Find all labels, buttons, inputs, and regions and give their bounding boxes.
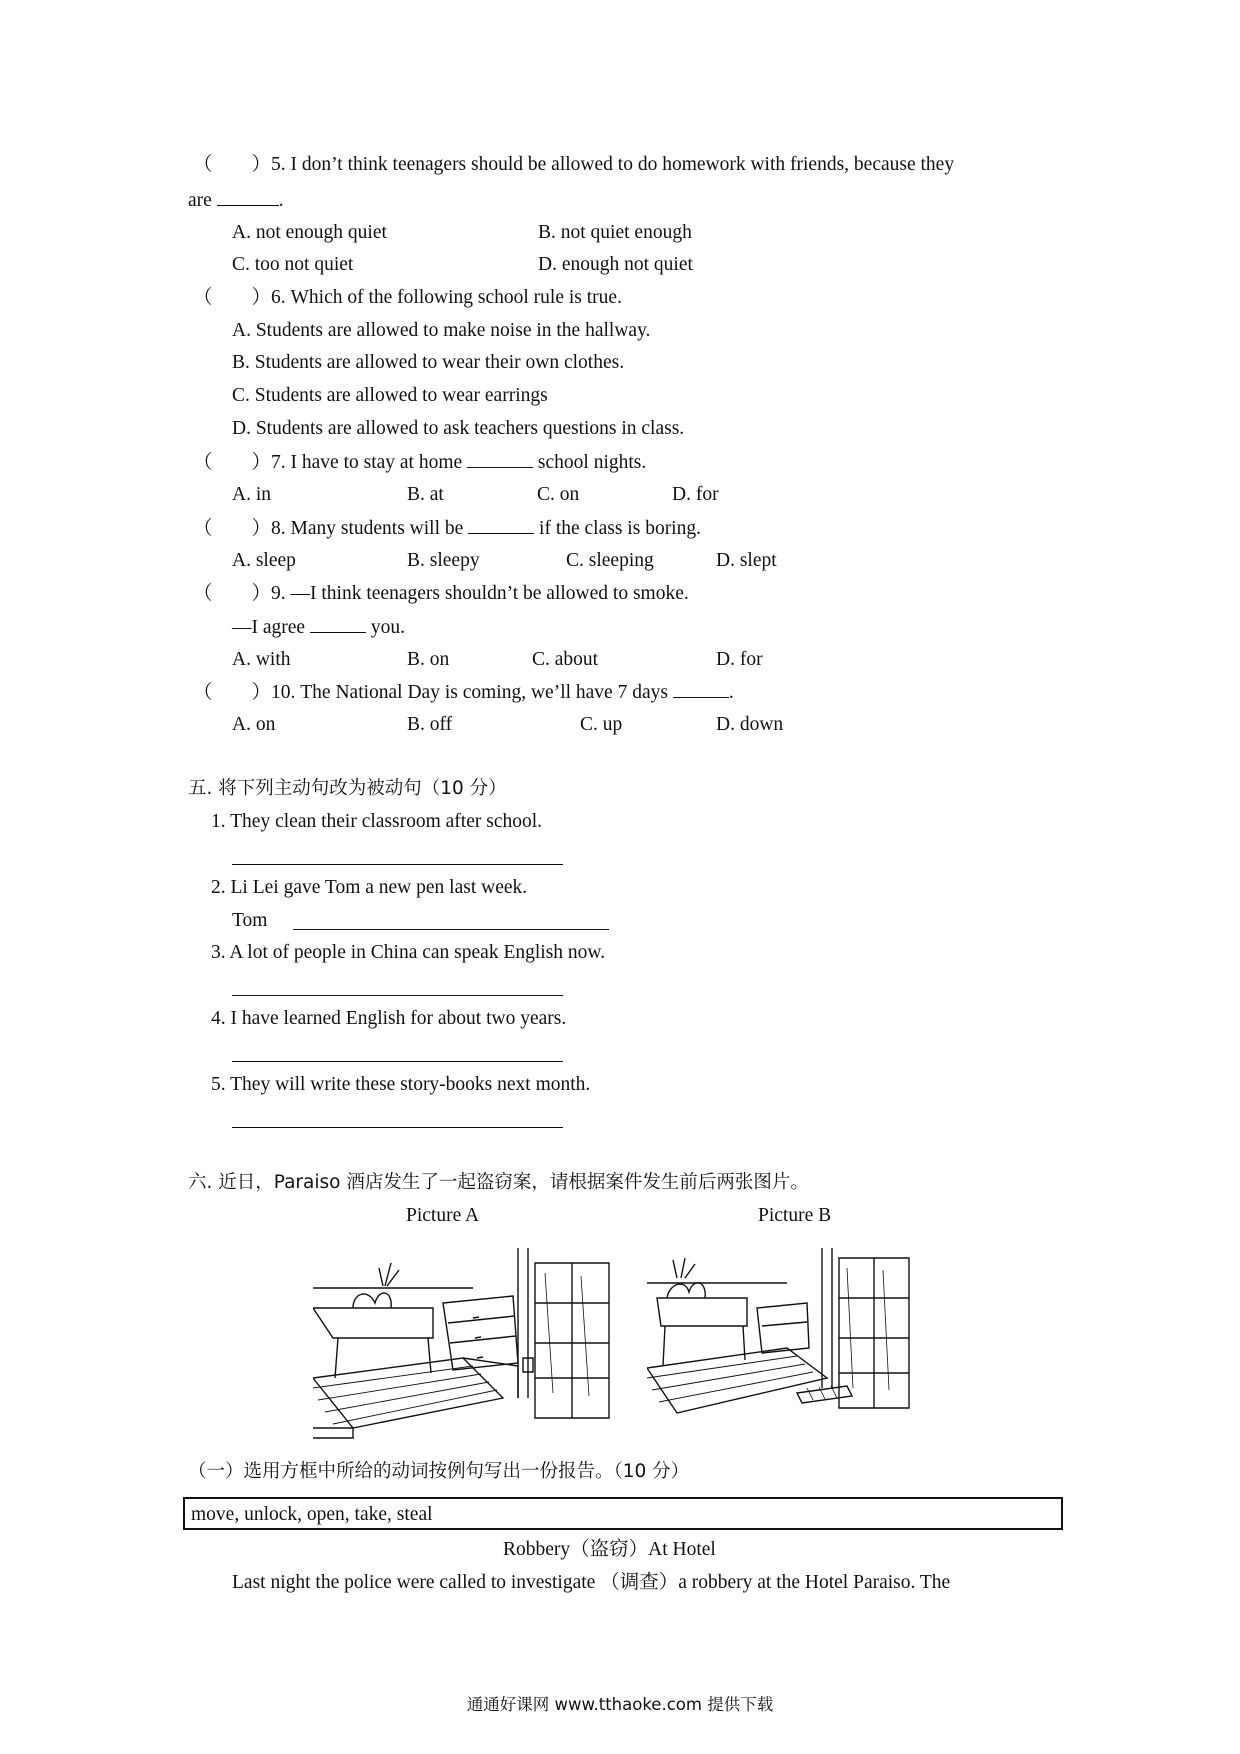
q5-stem-cont: are .	[188, 190, 284, 211]
s5-tom: Tom	[232, 910, 268, 931]
s5-item-1: 1. They clean their classroom after school.	[211, 811, 543, 832]
report-first-line: Last night the police were called to investigate （调查）a robbery at the Hotel Paraiso. The	[232, 1572, 951, 1593]
page-footer: 通通好课网 www.tthaoke.com 提供下载	[466, 1695, 774, 1714]
q9-option-b[interactable]: B. on	[407, 649, 450, 670]
q7-option-d[interactable]: D. for	[672, 484, 719, 505]
s5-answer-line-2[interactable]	[293, 929, 609, 930]
section6-title: 六. 近日，Paraiso 酒店发生了一起盗窃案，请根据案件发生前后两张图片。	[188, 1172, 809, 1193]
section6-sub1-title: （一）选用方框中所给的动词按例句写出一份报告。（10 分）	[188, 1461, 690, 1482]
answer-paren[interactable]: （ ）8.	[193, 518, 286, 539]
q10-stem: （ ）10. The National Day is coming, we’ll have 7 days .	[193, 682, 734, 703]
q5-option-d[interactable]: D. enough not quiet	[538, 254, 693, 275]
answer-paren[interactable]: （ ）9.	[193, 583, 286, 604]
q5-stem: （ ）5. I don’t think teenagers should be allowed to do homework with friends, because they	[193, 154, 955, 175]
answer-paren[interactable]: （ ）7.	[193, 452, 286, 473]
answer-blank[interactable]	[673, 680, 729, 698]
answer-paren[interactable]: （ ）6.	[193, 287, 286, 308]
report-title: Robbery（盗窃）At Hotel	[503, 1539, 716, 1560]
q9-stem-reply: —I agree you.	[232, 617, 405, 638]
q8-option-b[interactable]: B. sleepy	[407, 550, 480, 571]
s5-item-4: 4. I have learned English for about two years.	[211, 1008, 567, 1029]
answer-blank[interactable]	[467, 450, 533, 468]
q8-option-d[interactable]: D. slept	[716, 550, 777, 571]
q9-option-d[interactable]: D. for	[716, 649, 763, 670]
picture-b-hotel-room-after	[647, 1248, 917, 1438]
s5-answer-line-5[interactable]	[232, 1127, 563, 1128]
s5-answer-line-1[interactable]	[232, 864, 563, 865]
answer-blank[interactable]	[217, 188, 279, 206]
q9-option-c[interactable]: C. about	[532, 649, 599, 670]
q5-option-b[interactable]: B. not quiet enough	[538, 222, 692, 243]
q6-option-c[interactable]: C. Students are allowed to wear earrings	[232, 385, 548, 406]
q9-option-a[interactable]: A. with	[232, 649, 291, 670]
s5-item-3: 3. A lot of people in China can speak English now.	[211, 942, 606, 963]
answer-blank[interactable]	[468, 516, 534, 534]
verb-box	[183, 1497, 1063, 1530]
q6-option-d[interactable]: D. Students are allowed to ask teachers questions in class.	[232, 418, 685, 439]
q10-option-c[interactable]: C. up	[580, 714, 623, 735]
s5-answer-line-4[interactable]	[232, 1061, 563, 1062]
q8-stem: （ ）8. Many students will be if the class is boring.	[193, 518, 701, 539]
answer-blank[interactable]	[310, 615, 366, 633]
q5-option-a[interactable]: A. not enough quiet	[232, 222, 387, 243]
verb-list: move, unlock, open, take, steal	[191, 1504, 433, 1525]
q6-option-b[interactable]: B. Students are allowed to wear their own clothes.	[232, 352, 625, 373]
answer-paren[interactable]: （ ）5.	[193, 154, 286, 175]
answer-paren[interactable]: （ ）10.	[193, 682, 296, 703]
q7-option-c[interactable]: C. on	[537, 484, 580, 505]
picture-b-label: Picture B	[758, 1205, 832, 1226]
picture-a-label: Picture A	[406, 1205, 480, 1226]
q7-stem: （ ）7. I have to stay at home school nights.	[193, 452, 647, 473]
s5-item-2: 2. Li Lei gave Tom a new pen last week.	[211, 877, 528, 898]
q6-stem: （ ）6. Which of the following school rule is true.	[193, 287, 622, 308]
q8-option-a[interactable]: A. sleep	[232, 550, 296, 571]
q5-option-c[interactable]: C. too not quiet	[232, 254, 354, 275]
q10-option-d[interactable]: D. down	[716, 714, 784, 735]
q6-option-a[interactable]: A. Students are allowed to make noise in the hallway.	[232, 320, 651, 341]
q8-option-c[interactable]: C. sleeping	[566, 550, 654, 571]
q7-option-a[interactable]: A. in	[232, 484, 271, 505]
s5-item-5: 5. They will write these story-books next month.	[211, 1074, 591, 1095]
section5-title: 五. 将下列主动句改为被动句（10 分）	[188, 778, 507, 799]
s5-answer-line-3[interactable]	[232, 995, 563, 996]
q7-option-b[interactable]: B. at	[407, 484, 444, 505]
q10-option-a[interactable]: A. on	[232, 714, 276, 735]
picture-a-hotel-room-before	[313, 1248, 615, 1440]
q10-option-b[interactable]: B. off	[407, 714, 453, 735]
q9-stem: （ ）9. —I think teenagers shouldn’t be allowed to smoke.	[193, 583, 689, 604]
